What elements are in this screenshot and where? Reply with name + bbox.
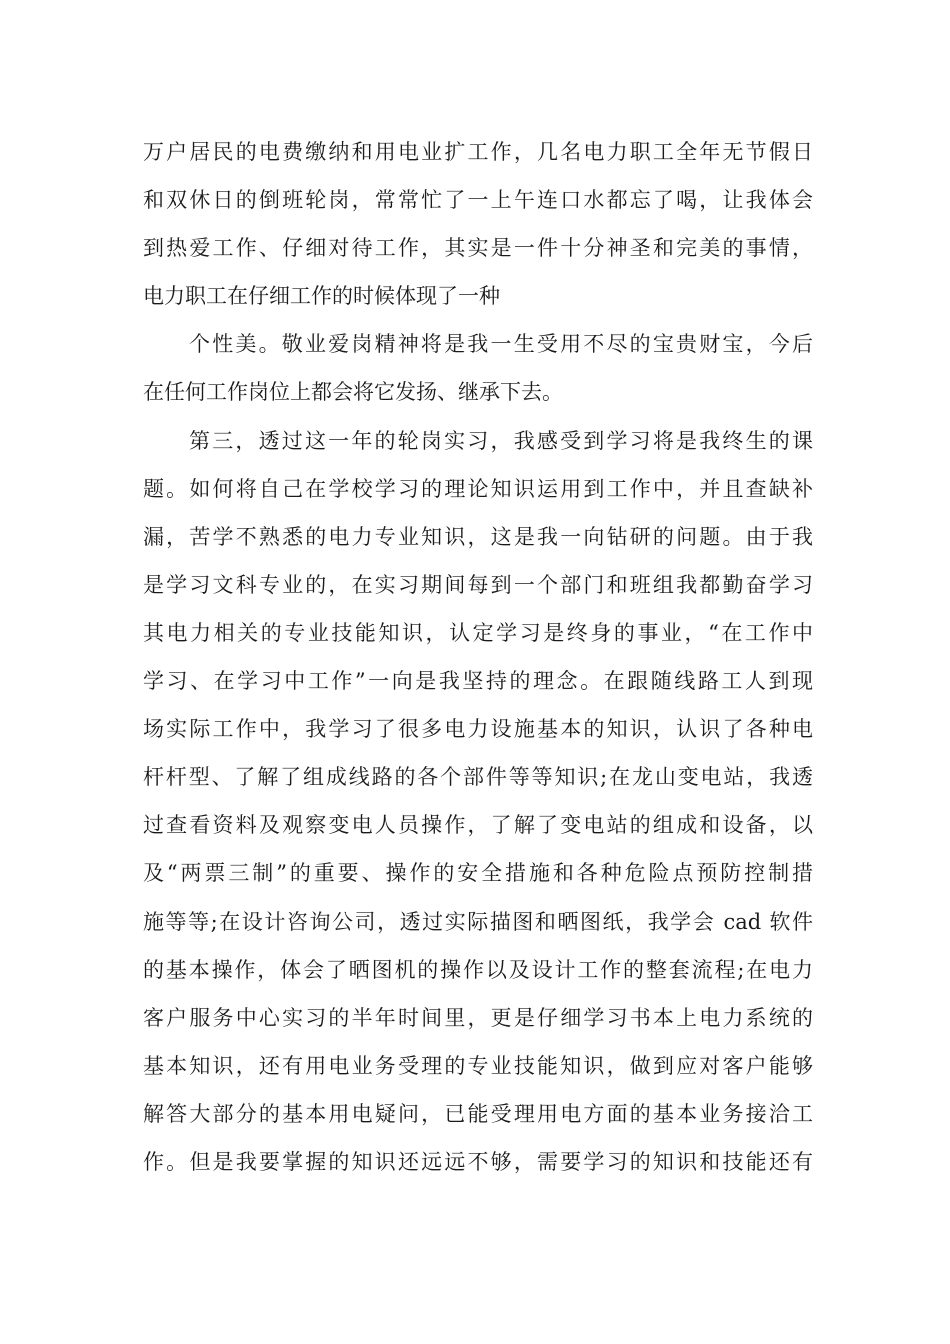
text-line: 第三，透过这一年的轮岗实习，我感受到学习将是我终生的课 — [189, 428, 813, 453]
text-line: 其电力相关的专业技能知识，认定学习是终身的事业，“在工作中 — [143, 620, 813, 645]
text-line: 施等等;在设计咨询公司，透过实际描图和晒图纸，我学会 cad 软件 — [143, 909, 813, 934]
text-line: 的基本操作，体会了晒图机的操作以及设计工作的整套流程;在电力 — [143, 957, 813, 982]
text-line: 学习、在学习中工作”一向是我坚持的理念。在跟随线路工人到现 — [143, 669, 813, 694]
text-line: 漏，苦学不熟悉的电力专业知识，这是我一向钻研的问题。由于我 — [143, 524, 813, 549]
text-line: 电力职工在仔细工作的时候体现了一种 — [143, 284, 500, 309]
text-line: 和双休日的倒班轮岗，常常忙了一上午连口水都忘了喝，让我体会 — [143, 188, 813, 213]
text-line: 到热爱工作、仔细对待工作，其实是一件十分神圣和完美的事情， — [143, 236, 813, 261]
text-line: 杆杆型、了解了组成线路的各个部件等等知识;在龙山变电站，我透 — [143, 765, 813, 790]
text-line: 及“两票三制”的重要、操作的安全措施和各种危险点预防控制措 — [143, 861, 813, 886]
text-line: 场实际工作中，我学习了很多电力设施基本的知识，认识了各种电 — [143, 717, 813, 742]
text-line: 基本知识，还有用电业务受理的专业技能知识，做到应对客户能够 — [143, 1053, 813, 1078]
text-line: 个性美。敬业爱岗精神将是我一生受用不尽的宝贵财宝，今后 — [189, 332, 813, 357]
text-line: 作。但是我要掌握的知识还远远不够，需要学习的知识和技能还有 — [143, 1149, 813, 1174]
text-line: 在任何工作岗位上都会将它发扬、继承下去。 — [143, 380, 563, 405]
text-line: 是学习文科专业的，在实习期间每到一个部门和班组我都勤奋学习 — [143, 572, 813, 597]
text-line: 过查看资料及观察变电人员操作，了解了变电站的组成和设备，以 — [143, 813, 813, 838]
body-text — [143, 128, 813, 1186]
text-line: 万户居民的电费缴纳和用电业扩工作，几名电力职工全年无节假日 — [143, 140, 813, 164]
text-line: 解答大部分的基本用电疑问，已能受理用电方面的基本业务接洽工 — [143, 1101, 813, 1126]
text-line: 题。如何将自己在学校学习的理论知识运用到工作中，并且查缺补 — [143, 476, 813, 501]
text-line: 客户服务中心实习的半年时间里，更是仔细学习书本上电力系统的 — [143, 1005, 813, 1030]
